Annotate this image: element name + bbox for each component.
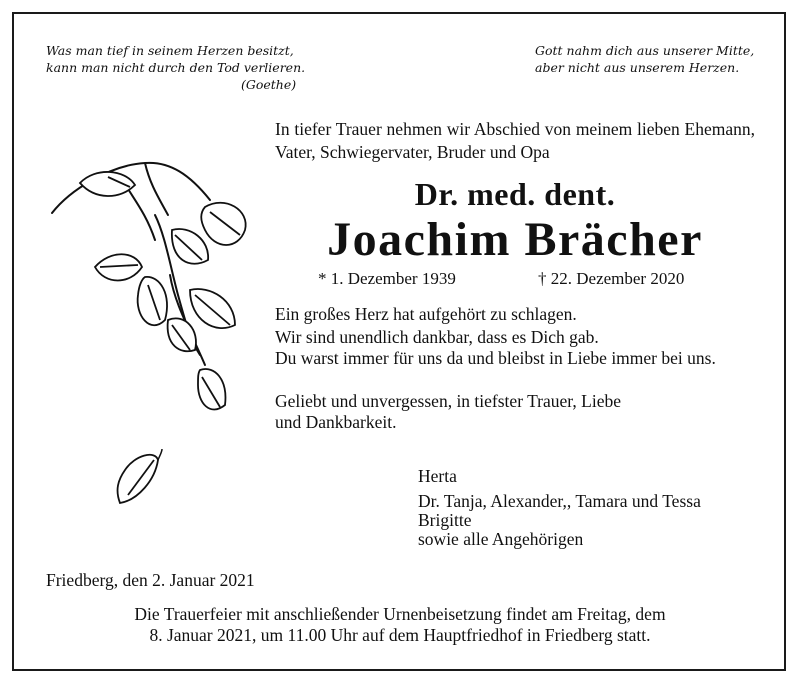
mourner-3: Brigitte: [418, 510, 472, 530]
quote-right-line-1: Gott nahm dich aus unserer Mitte,: [535, 43, 755, 58]
quote-left-line-1: Was man tief in seinem Herzen besitzt,: [46, 43, 294, 58]
message-line-2: Wir sind unendlich dankbar, dass es Dich gab.: [275, 327, 599, 347]
academic-title: Dr. med. dent.: [414, 176, 616, 212]
quote-left-author: (Goethe): [241, 77, 297, 92]
quote-right-line-2: aber nicht aus unserem Herzen.: [535, 60, 740, 75]
birch-branch-illustration: [50, 155, 270, 515]
message-line-4: Geliebt und unvergessen, in tiefster Trauer, Liebe und Dankbarkeit.: [275, 391, 621, 432]
quote-left-line-2: kann man nicht durch den Tod verlieren.: [46, 60, 306, 75]
funeral-line-2: 8. Januar 2021, um 11.00 Uhr auf dem Hauptfriedhof in Friedberg statt.: [149, 625, 651, 645]
place-date: Friedberg, den 2. Januar 2021: [46, 570, 255, 590]
deceased-name: Joachim Brächer: [327, 213, 703, 266]
mourner-2: Dr. Tanja, Alexander,, Tamara und Tessa: [418, 491, 701, 511]
death-date: † 22. Dezember 2020: [538, 269, 685, 288]
mourner-1: Herta: [418, 466, 457, 486]
message-line-3: Du warst immer für uns da und bleibst in Liebe immer bei uns.: [275, 348, 716, 368]
intro-text: In tiefer Trauer nehmen wir Abschied von meinem lieben Ehemann, Vater, Schwiegervater, Bruder und Opa: [275, 119, 755, 162]
message-line-1: Ein großes Herz hat aufgehört zu schlagen.: [275, 304, 577, 324]
birth-date: * 1. Dezember 1939: [318, 269, 456, 288]
funeral-line-1: Die Trauerfeier mit anschließender Urnenbeisetzung findet am Freitag, dem: [134, 604, 666, 624]
mourner-4: sowie alle Angehörigen: [418, 529, 584, 549]
